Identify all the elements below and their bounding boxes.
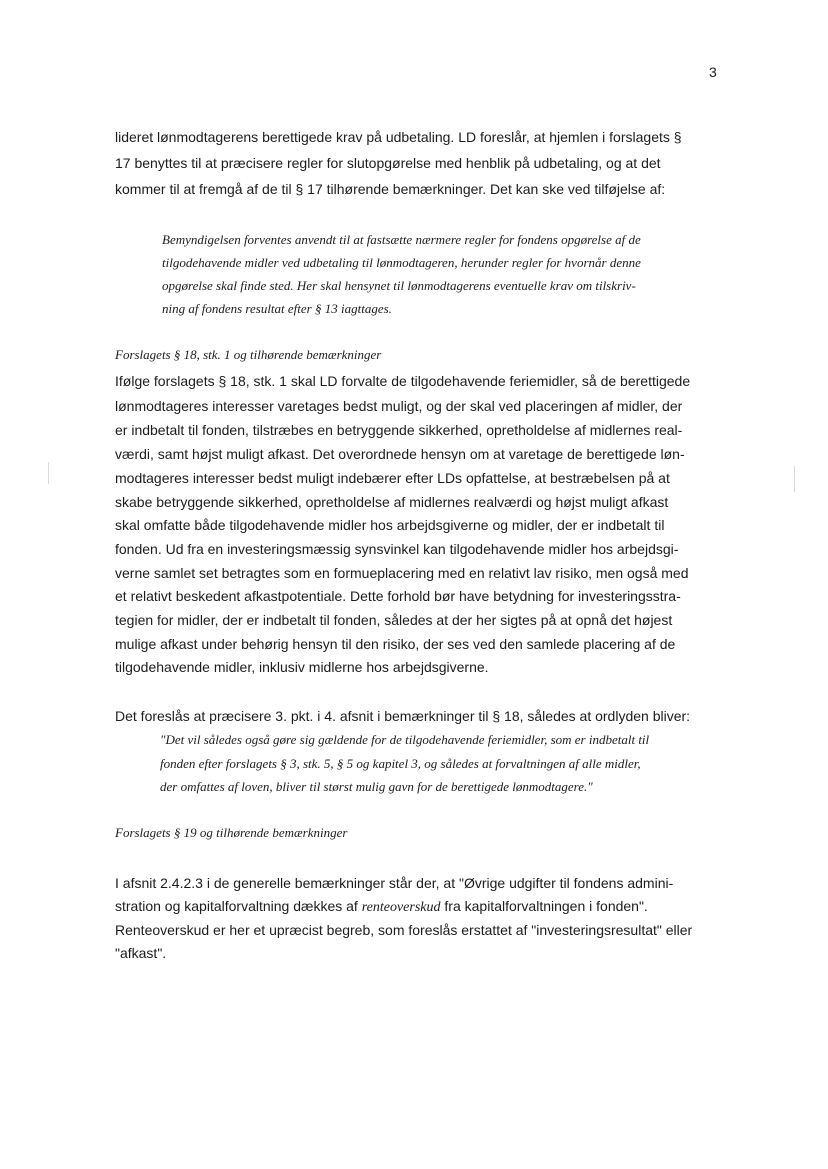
- text-line: Renteoverskud er her et upræcist begreb, som foreslås erstattet af "investeringsresultat" eller: [115, 922, 693, 938]
- text-line: tilgodehavende midler, inklusiv midlerne hos arbejdsgiverne.: [115, 659, 489, 675]
- text-line: skal omfatte både tilgodehavende midler hos arbejdsgiverne og midler, der er indbetalt til: [115, 517, 665, 533]
- page-number: 3: [709, 64, 717, 80]
- text-line: modtageres interesser bedst muligt indebærer efter LDs opfattelse, at bestræbelsen på at: [115, 470, 670, 486]
- text-line: I afsnit 2.4.2.3 i de generelle bemærkninger står der, at "Øvrige udgifter til fondens admini-: [115, 875, 674, 891]
- emphasis-renteoverskud: renteoverskud: [361, 900, 441, 915]
- text-line: tegien for midler, der er indbetalt til fonden, således at der her sigtes på at opnå det højest: [115, 612, 673, 628]
- scan-margin-mark-left: [48, 462, 49, 484]
- text-line: verne samlet set betragtes som en formueplacering med en relativt lav risiko, men også med: [115, 565, 689, 581]
- text-line: værdi, samt højst muligt afkast. Det overordnede hensyn om at varetage de berettigede løn-: [115, 446, 685, 462]
- section-heading-18: Forslagets § 18, stk. 1 og tilhørende bemærkninger: [115, 347, 382, 362]
- text-line: Ifølge forslagets § 18, stk. 1 skal LD forvalte de tilgodehavende feriemidler, så de berettigede: [115, 373, 691, 389]
- text-line: fonden. Ud fra en investeringsmæssig synsvinkel kan tilgodehavende midler hos arbejdsgi-: [115, 541, 679, 557]
- proposal-intro: Det foreslås at præcisere 3. pkt. i 4. afsnit i bemærkninger til § 18, således at ordlyden bliver:: [115, 708, 691, 724]
- quote-line: opgørelse skal finde sted. Her skal hensynet til lønmodtagerens eventuelle krav om tilskriv-: [162, 278, 636, 293]
- text-fragment: fra kapitalforvaltningen i fonden".: [440, 898, 648, 914]
- quote-line: tilgodehavende midler ved udbetaling til lønmodtageren, herunder regler for hvornår denne: [162, 255, 641, 270]
- quote-line: der omfattes af loven, bliver til størst mulig gavn for de berettigede lønmodtagere.": [160, 779, 593, 794]
- text-line: er indbetalt til fonden, tilstræbes en betryggende sikkerhed, opretholdelse af midlernes real-: [115, 422, 683, 438]
- scan-margin-mark-right: [794, 466, 795, 492]
- quote-line: ning af fondens resultat efter § 13 iagttages.: [162, 301, 392, 316]
- text-line: mulige afkast under behørig hensyn til den risiko, der ses ved den samlede placering af de: [115, 636, 676, 652]
- text-fragment: stration og kapitalforvaltning dækkes af: [115, 898, 362, 914]
- quote-line: Bemyndigelsen forventes anvendt til at fastsætte nærmere regler for fondens opgørelse af de: [162, 232, 641, 247]
- text-line: 17 benyttes til at præcisere regler for slutopgørelse med henblik på udbetaling, og at det: [115, 155, 661, 171]
- text-line: skabe betryggende sikkerhed, opretholdelse af midlernes realværdi og højst muligt afkast: [115, 494, 669, 510]
- quote-line: fonden efter forslagets § 3, stk. 5, § 5 og kapitel 3, og således at forvaltningen af alle midler,: [160, 756, 641, 771]
- text-line: kommer til at fremgå af de til § 17 tilhørende bemærkninger. Det kan ske ved tilføjelse af:: [115, 181, 666, 197]
- text-line: et relativt beskedent afkastpotentiale. Dette forhold bør have betydning for investeringsstra-: [115, 588, 681, 604]
- quote-line: "Det vil således også gøre sig gældende for de tilgodehavende feriemidler, som er indbetalt til: [160, 732, 650, 747]
- text-line: lideret lønmodtagerens berettigede krav på udbetaling. LD foreslår, at hjemlen i forslagets §: [115, 129, 682, 145]
- text-line-with-emphasis: [115, 897, 648, 917]
- text-line: "afkast".: [115, 945, 167, 961]
- section-heading-19: Forslagets § 19 og tilhørende bemærkninger: [115, 825, 348, 840]
- text-line: lønmodtageres interesser varetages bedst muligt, og der skal ved placeringen af midler, der: [115, 398, 683, 414]
